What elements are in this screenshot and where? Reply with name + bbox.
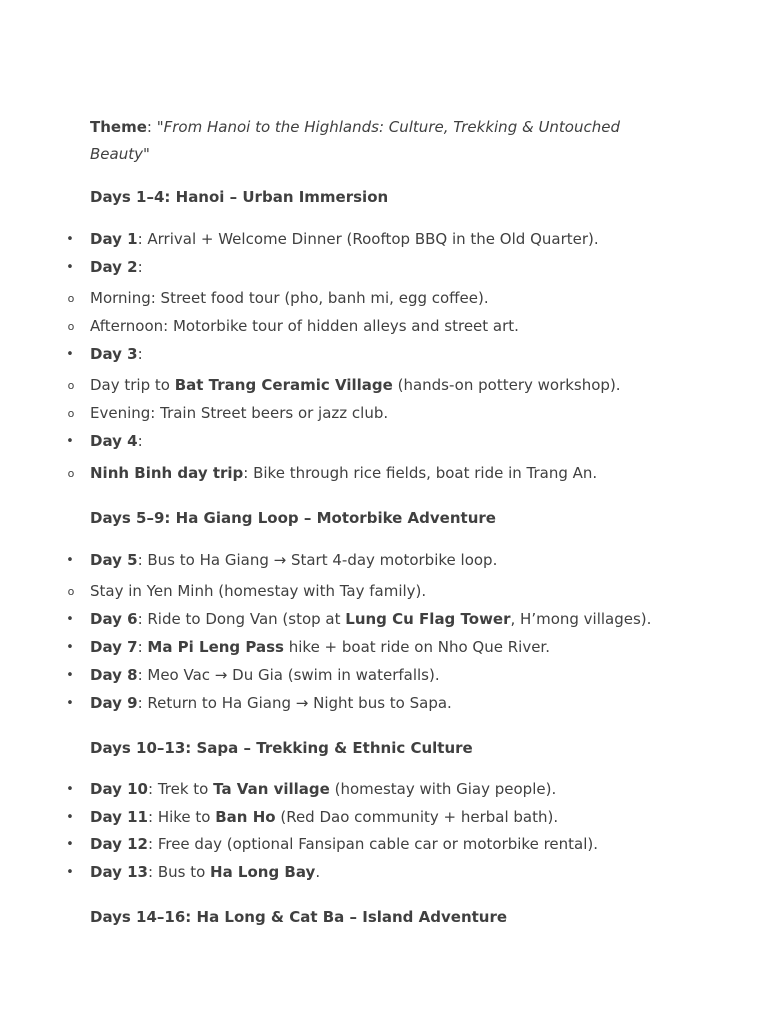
list-bullet: • <box>66 553 74 568</box>
list-bullet: • <box>66 810 74 825</box>
text-run: : Ride to Dong Van (stop at <box>137 610 346 628</box>
text-run: : Hike to <box>148 808 216 826</box>
sub-list-item <box>90 288 489 308</box>
theme-label: Theme <box>90 118 147 136</box>
theme-separator: : " <box>146 118 164 136</box>
list-item-day-12 <box>90 834 598 854</box>
text-run: : Return to Ha Giang → Night bus to Sapa. <box>137 694 452 712</box>
sub-list-bullet: o <box>67 467 75 480</box>
text-run: : <box>137 432 143 450</box>
bold-text-run: Day 13 <box>90 863 148 881</box>
bold-text-run: Day 3 <box>90 345 138 363</box>
list-item-day-10 <box>90 779 556 799</box>
sub-list-bullet: o <box>67 407 75 420</box>
sub-list-item <box>90 403 388 423</box>
list-item-day-1 <box>90 229 599 249</box>
bold-text-run: Lung Cu Flag Tower <box>345 610 511 628</box>
list-bullet: • <box>66 347 74 362</box>
sub-list-item <box>90 316 519 336</box>
text-run: : <box>137 638 148 656</box>
bold-text-run: Day 5 <box>90 551 138 569</box>
text-run: : Meo Vac → Du Gia (swim in waterfalls). <box>137 666 440 684</box>
bold-text-run: Ta Van village <box>213 780 330 798</box>
text-run: (homestay with Giay people). <box>329 780 557 798</box>
list-item-day-2 <box>90 257 143 277</box>
list-item-day-6 <box>90 609 651 629</box>
text-run: , H’mong villages). <box>510 610 652 628</box>
bold-text-run: Day 12 <box>90 835 148 853</box>
list-bullet: • <box>66 260 74 275</box>
sub-list-bullet: o <box>67 292 75 305</box>
text-run: Stay in Yen Minh (homestay with Tay family). <box>90 582 427 600</box>
text-run: : Free day (optional Fansipan cable car or motorbike rental). <box>148 835 599 853</box>
list-item-day-5 <box>90 550 497 570</box>
theme-close-quote: " <box>142 145 150 163</box>
list-item-day-4 <box>90 431 143 451</box>
list-item-day-8 <box>90 665 440 685</box>
bold-text-run: Day 7 <box>90 638 138 656</box>
bold-text-run: Day 1 <box>90 230 138 248</box>
sub-list-bullet: o <box>67 585 75 598</box>
list-bullet: • <box>66 782 74 797</box>
list-item-day-7 <box>90 637 550 657</box>
text-run: Afternoon: Motorbike tour of hidden alleys and street art. <box>90 317 519 335</box>
bold-text-run: Day 8 <box>90 666 138 684</box>
text-run: . <box>315 863 321 881</box>
text-run: : Bus to <box>148 863 211 881</box>
list-item-day-9 <box>90 693 452 713</box>
sub-list-bullet: o <box>67 379 75 392</box>
bold-text-run: Day 9 <box>90 694 138 712</box>
list-bullet: • <box>66 612 74 627</box>
bold-text-run: Ninh Binh day trip <box>90 464 244 482</box>
bold-text-run: Day 11 <box>90 808 148 826</box>
section-heading-ha-giang: Days 5–9: Ha Giang Loop – Motorbike Adventure <box>90 509 496 527</box>
text-run: Morning: Street food tour (pho, banh mi, egg coffee). <box>90 289 489 307</box>
list-item-day-3 <box>90 344 143 364</box>
sub-list-item <box>90 463 597 483</box>
sub-list-item <box>90 581 426 601</box>
text-run: Day trip to <box>90 376 175 394</box>
theme-paragraph <box>90 114 650 168</box>
list-bullet: • <box>66 865 74 880</box>
bold-text-run: Day 2 <box>90 258 138 276</box>
list-bullet: • <box>66 640 74 655</box>
bold-text-run: Ma Pi Leng Pass <box>147 638 284 656</box>
section-heading-sapa: Days 10–13: Sapa – Trekking & Ethnic Culture <box>90 739 473 757</box>
list-bullet: • <box>66 232 74 247</box>
section-heading-hanoi: Days 1–4: Hanoi – Urban Immersion <box>90 188 389 206</box>
text-run: : Trek to <box>148 780 214 798</box>
text-run: : Bike through rice fields, boat ride in Trang An. <box>243 464 598 482</box>
sub-list-bullet: o <box>67 320 75 333</box>
text-run: (hands-on pottery workshop). <box>392 376 621 394</box>
list-item-day-13 <box>90 862 320 882</box>
bold-text-run: Day 10 <box>90 780 148 798</box>
bold-text-run: Day 6 <box>90 610 138 628</box>
bold-text-run: Bat Trang Ceramic Village <box>174 376 393 394</box>
text-run: (Red Dao community + herbal bath). <box>275 808 559 826</box>
theme-title: From Hanoi to the Highlands: Culture, Trekking & Untouched Beauty <box>90 118 620 163</box>
text-run: Evening: Train Street beers or jazz club. <box>90 404 389 422</box>
bold-text-run: Day 4 <box>90 432 138 450</box>
bold-text-run: Ha Long Bay <box>210 863 316 881</box>
list-bullet: • <box>66 668 74 683</box>
bold-text-run: Ban Ho <box>215 808 276 826</box>
list-bullet: • <box>66 434 74 449</box>
text-run: : <box>137 258 143 276</box>
list-item-day-11 <box>90 807 558 827</box>
list-bullet: • <box>66 696 74 711</box>
text-run: : Bus to Ha Giang → Start 4-day motorbike loop. <box>137 551 498 569</box>
sub-list-item <box>90 375 621 395</box>
text-run: : Arrival + Welcome Dinner (Rooftop BBQ in the Old Quarter). <box>137 230 599 248</box>
list-bullet: • <box>66 837 74 852</box>
text-run: hike + boat ride on Nho Que River. <box>283 638 550 656</box>
text-run: : <box>137 345 143 363</box>
section-heading-ha-long: Days 14–16: Ha Long & Cat Ba – Island Adventure <box>90 908 508 926</box>
